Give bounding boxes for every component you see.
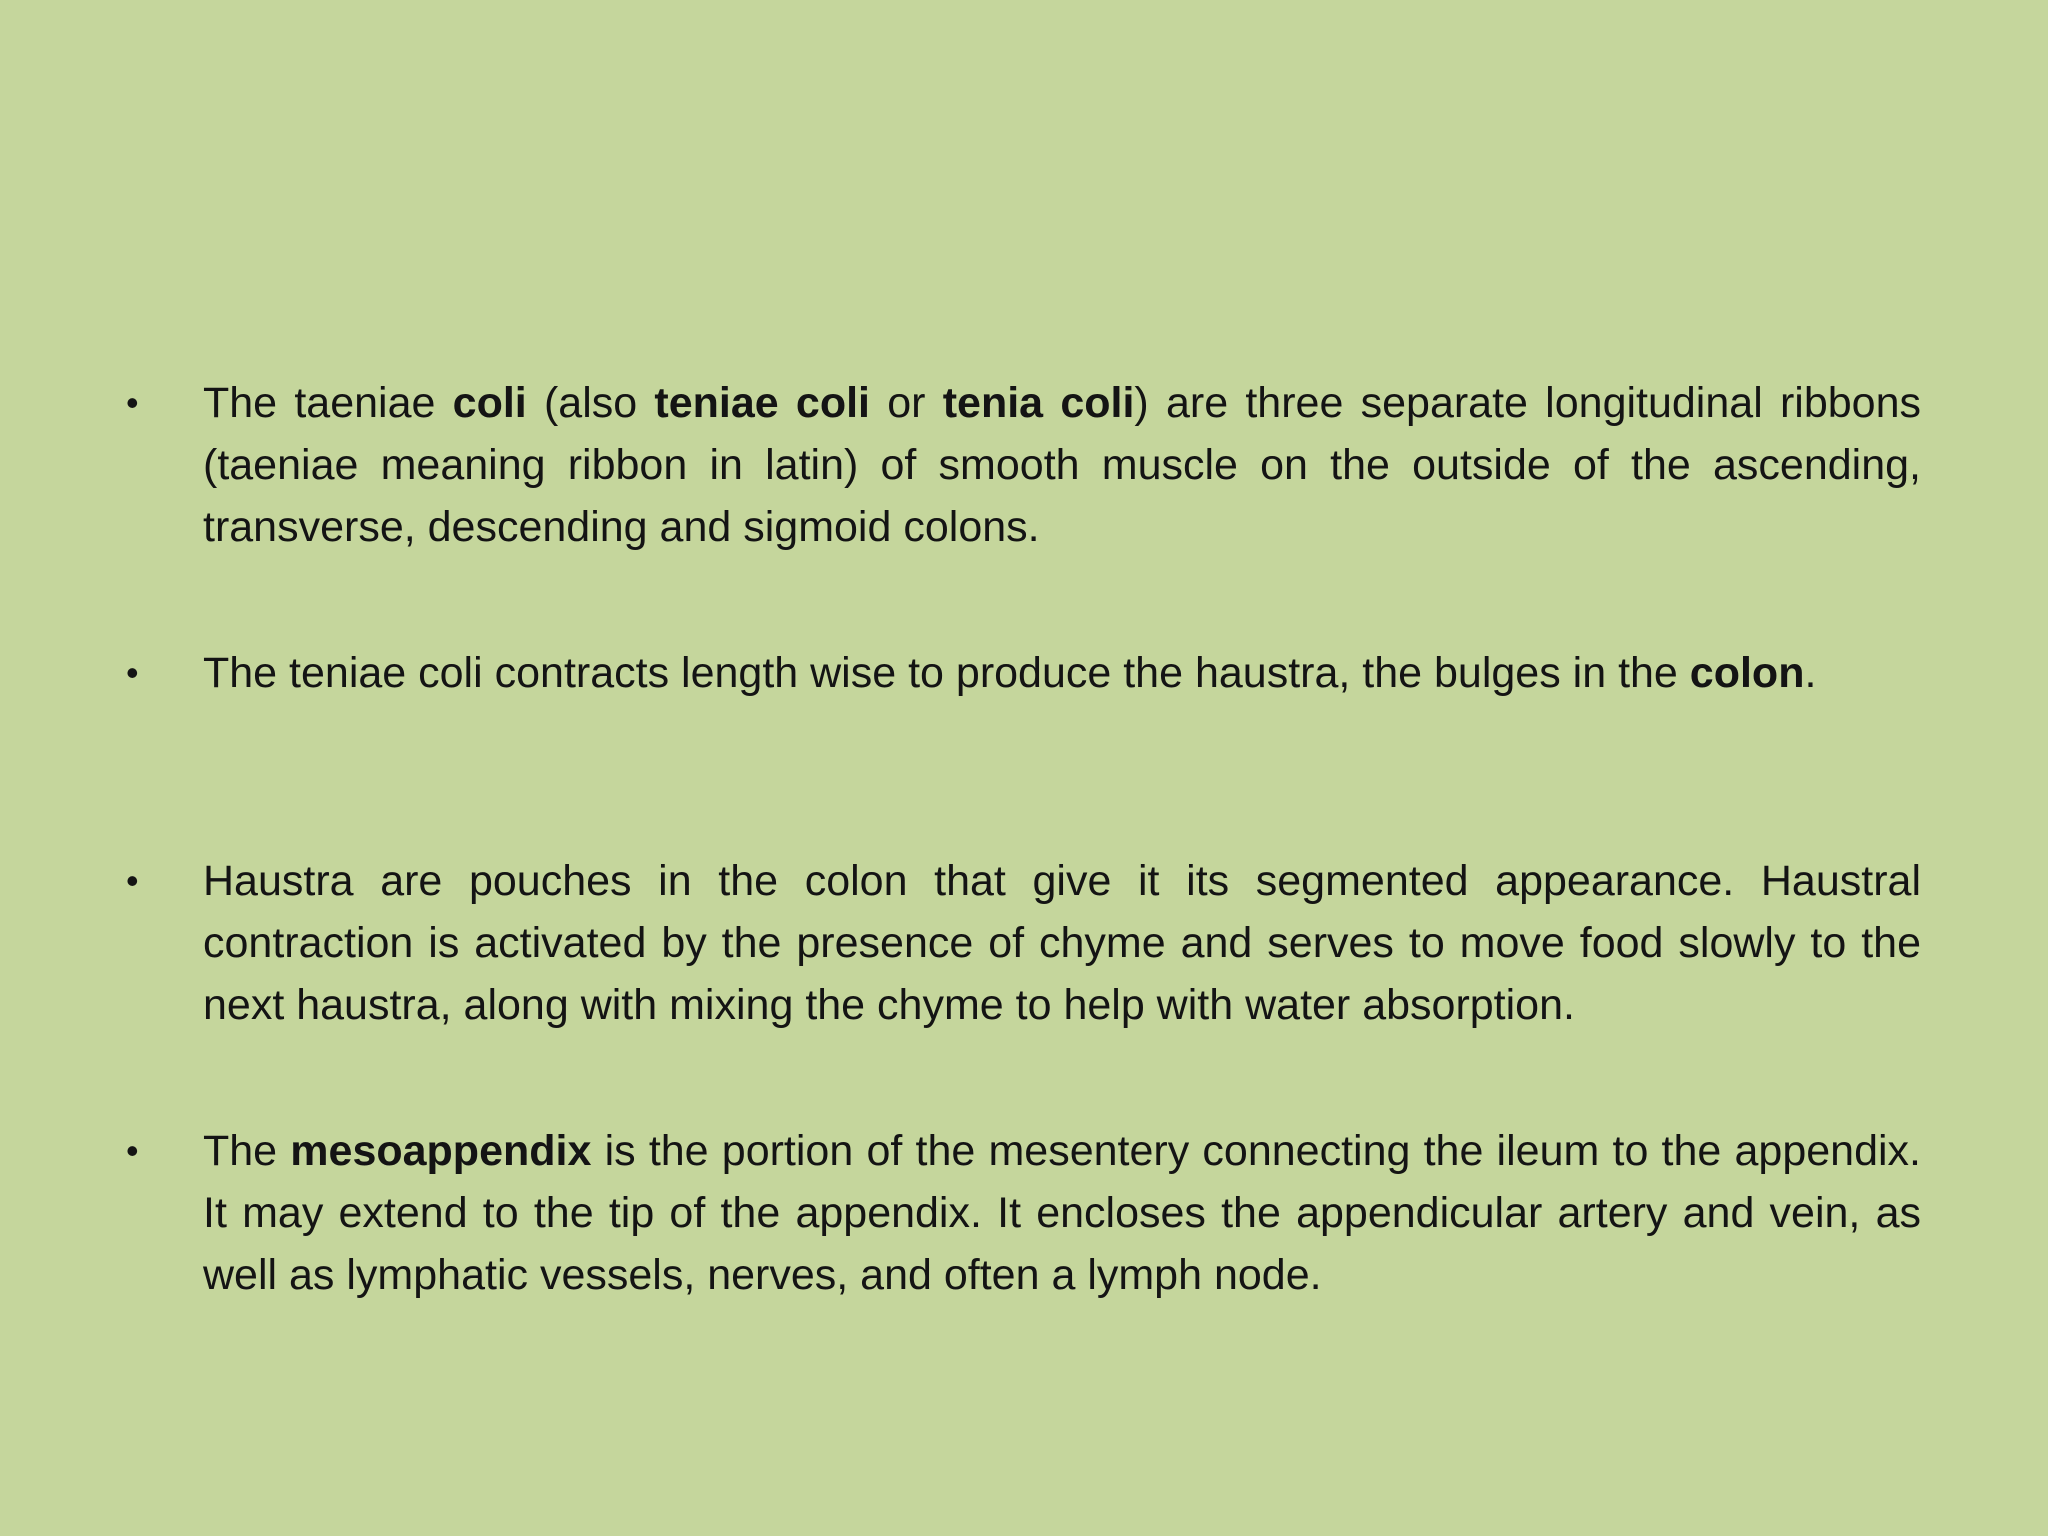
- bullet-text: [203, 642, 1921, 704]
- bold-term: tenia coli: [942, 379, 1135, 427]
- bullet-text: [203, 372, 1921, 558]
- text-run: is the portion of the mesentery connecting the ileum to the appendix. It may extend to the tip of the appendix. It encloses the appendicular artery and vein, as well as lymphatic vessels, nerves, and often a lymph node.: [203, 1127, 1921, 1299]
- text-run: The taeniae: [203, 379, 453, 427]
- bullet-dot-icon: •: [126, 382, 139, 423]
- text-run: (also: [526, 379, 655, 427]
- text-run: The teniae coli contracts length wise to produce the haustra, the bulges in the: [203, 649, 1690, 697]
- bullet-text: [203, 850, 1921, 1036]
- text-run: or: [870, 379, 943, 427]
- text-run: Haustra are pouches in the colon that give it its segmented appearance. Haustral contraction is activated by the presence of chyme and serves to move food slowly to the next haustra, along with mixing the chyme to help with water absorption.: [203, 857, 1921, 1029]
- bullet-dot-icon: •: [126, 1130, 139, 1171]
- bullet-dot-icon: •: [126, 860, 139, 901]
- bullet-dot-icon: •: [126, 652, 139, 693]
- bullet-text: [203, 1120, 1921, 1306]
- bold-term: teniae coli: [654, 379, 871, 427]
- bold-term: mesoappendix: [290, 1127, 592, 1175]
- text-run: ) are three separate longitudinal ribbons (taeniae meaning ribbon in latin) of smooth muscle on the outside of the ascending, transverse, descending and sigmoid colons.: [203, 379, 1922, 551]
- text-run: .: [1804, 649, 1817, 697]
- bold-term: coli: [452, 379, 527, 427]
- bold-term: colon: [1689, 649, 1805, 697]
- text-run: The: [203, 1127, 291, 1175]
